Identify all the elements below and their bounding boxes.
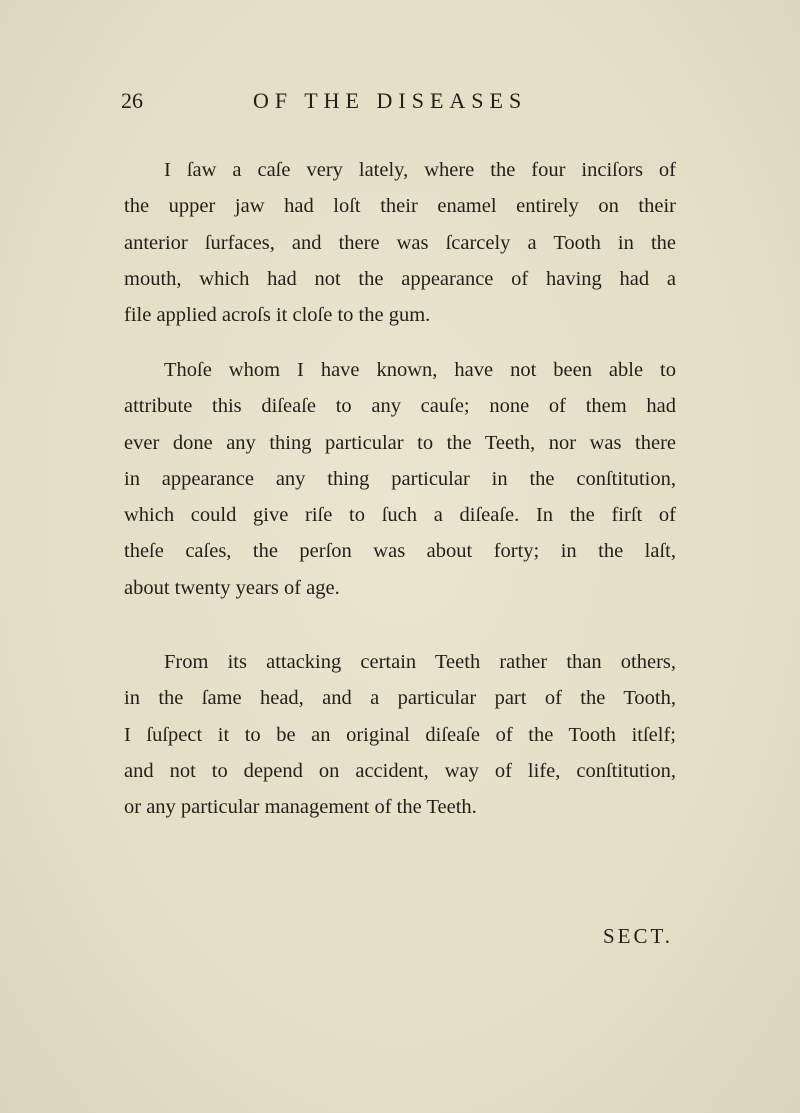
running-head: OF THE DISEASES <box>253 88 528 113</box>
paragraph-1 <box>124 152 676 333</box>
text-line: mouth, which had not the appearance of having had a <box>124 267 676 290</box>
text-line: in appearance any thing particular in the conſtitution, <box>124 467 676 490</box>
page-number: 26 <box>121 88 143 113</box>
text-line: From its attacking certain Teeth rather than others, <box>164 651 676 673</box>
text-line: I ſaw a caſe very lately, where the four inciſors of <box>164 159 676 181</box>
text-line: and not to depend on accident, way of life, conſtitution, <box>124 759 676 782</box>
catchword: SECT. <box>603 924 674 948</box>
text-line: which could give riſe to ſuch a diſeaſe. In the firſt of <box>124 504 676 527</box>
text-line: theſe caſes, the perſon was about forty; in the laſt, <box>124 540 676 563</box>
text-line: in the ſame head, and a particular part of the Tooth, <box>124 687 676 710</box>
text-line: Thoſe whom I have known, have not been able to <box>164 359 676 381</box>
text-line: the upper jaw had loſt their enamel entirely on their <box>124 195 676 218</box>
text-line: attribute this diſeaſe to any cauſe; none of them had <box>124 395 676 418</box>
text-line: or any particular management of the Teeth. <box>124 796 477 819</box>
paragraph-2 <box>124 352 676 606</box>
text-line: file applied acroſs it cloſe to the gum. <box>124 304 431 327</box>
text-line: about twenty years of age. <box>124 576 340 599</box>
text-line: I ſuſpect it to be an original diſeaſe of the Tooth itſelf; <box>124 723 676 746</box>
text-line: anterior ſurfaces, and there was ſcarcely a Tooth in the <box>124 231 676 254</box>
text-line: ever done any thing particular to the Teeth, nor was there <box>124 431 676 454</box>
paragraph-3 <box>124 644 676 825</box>
